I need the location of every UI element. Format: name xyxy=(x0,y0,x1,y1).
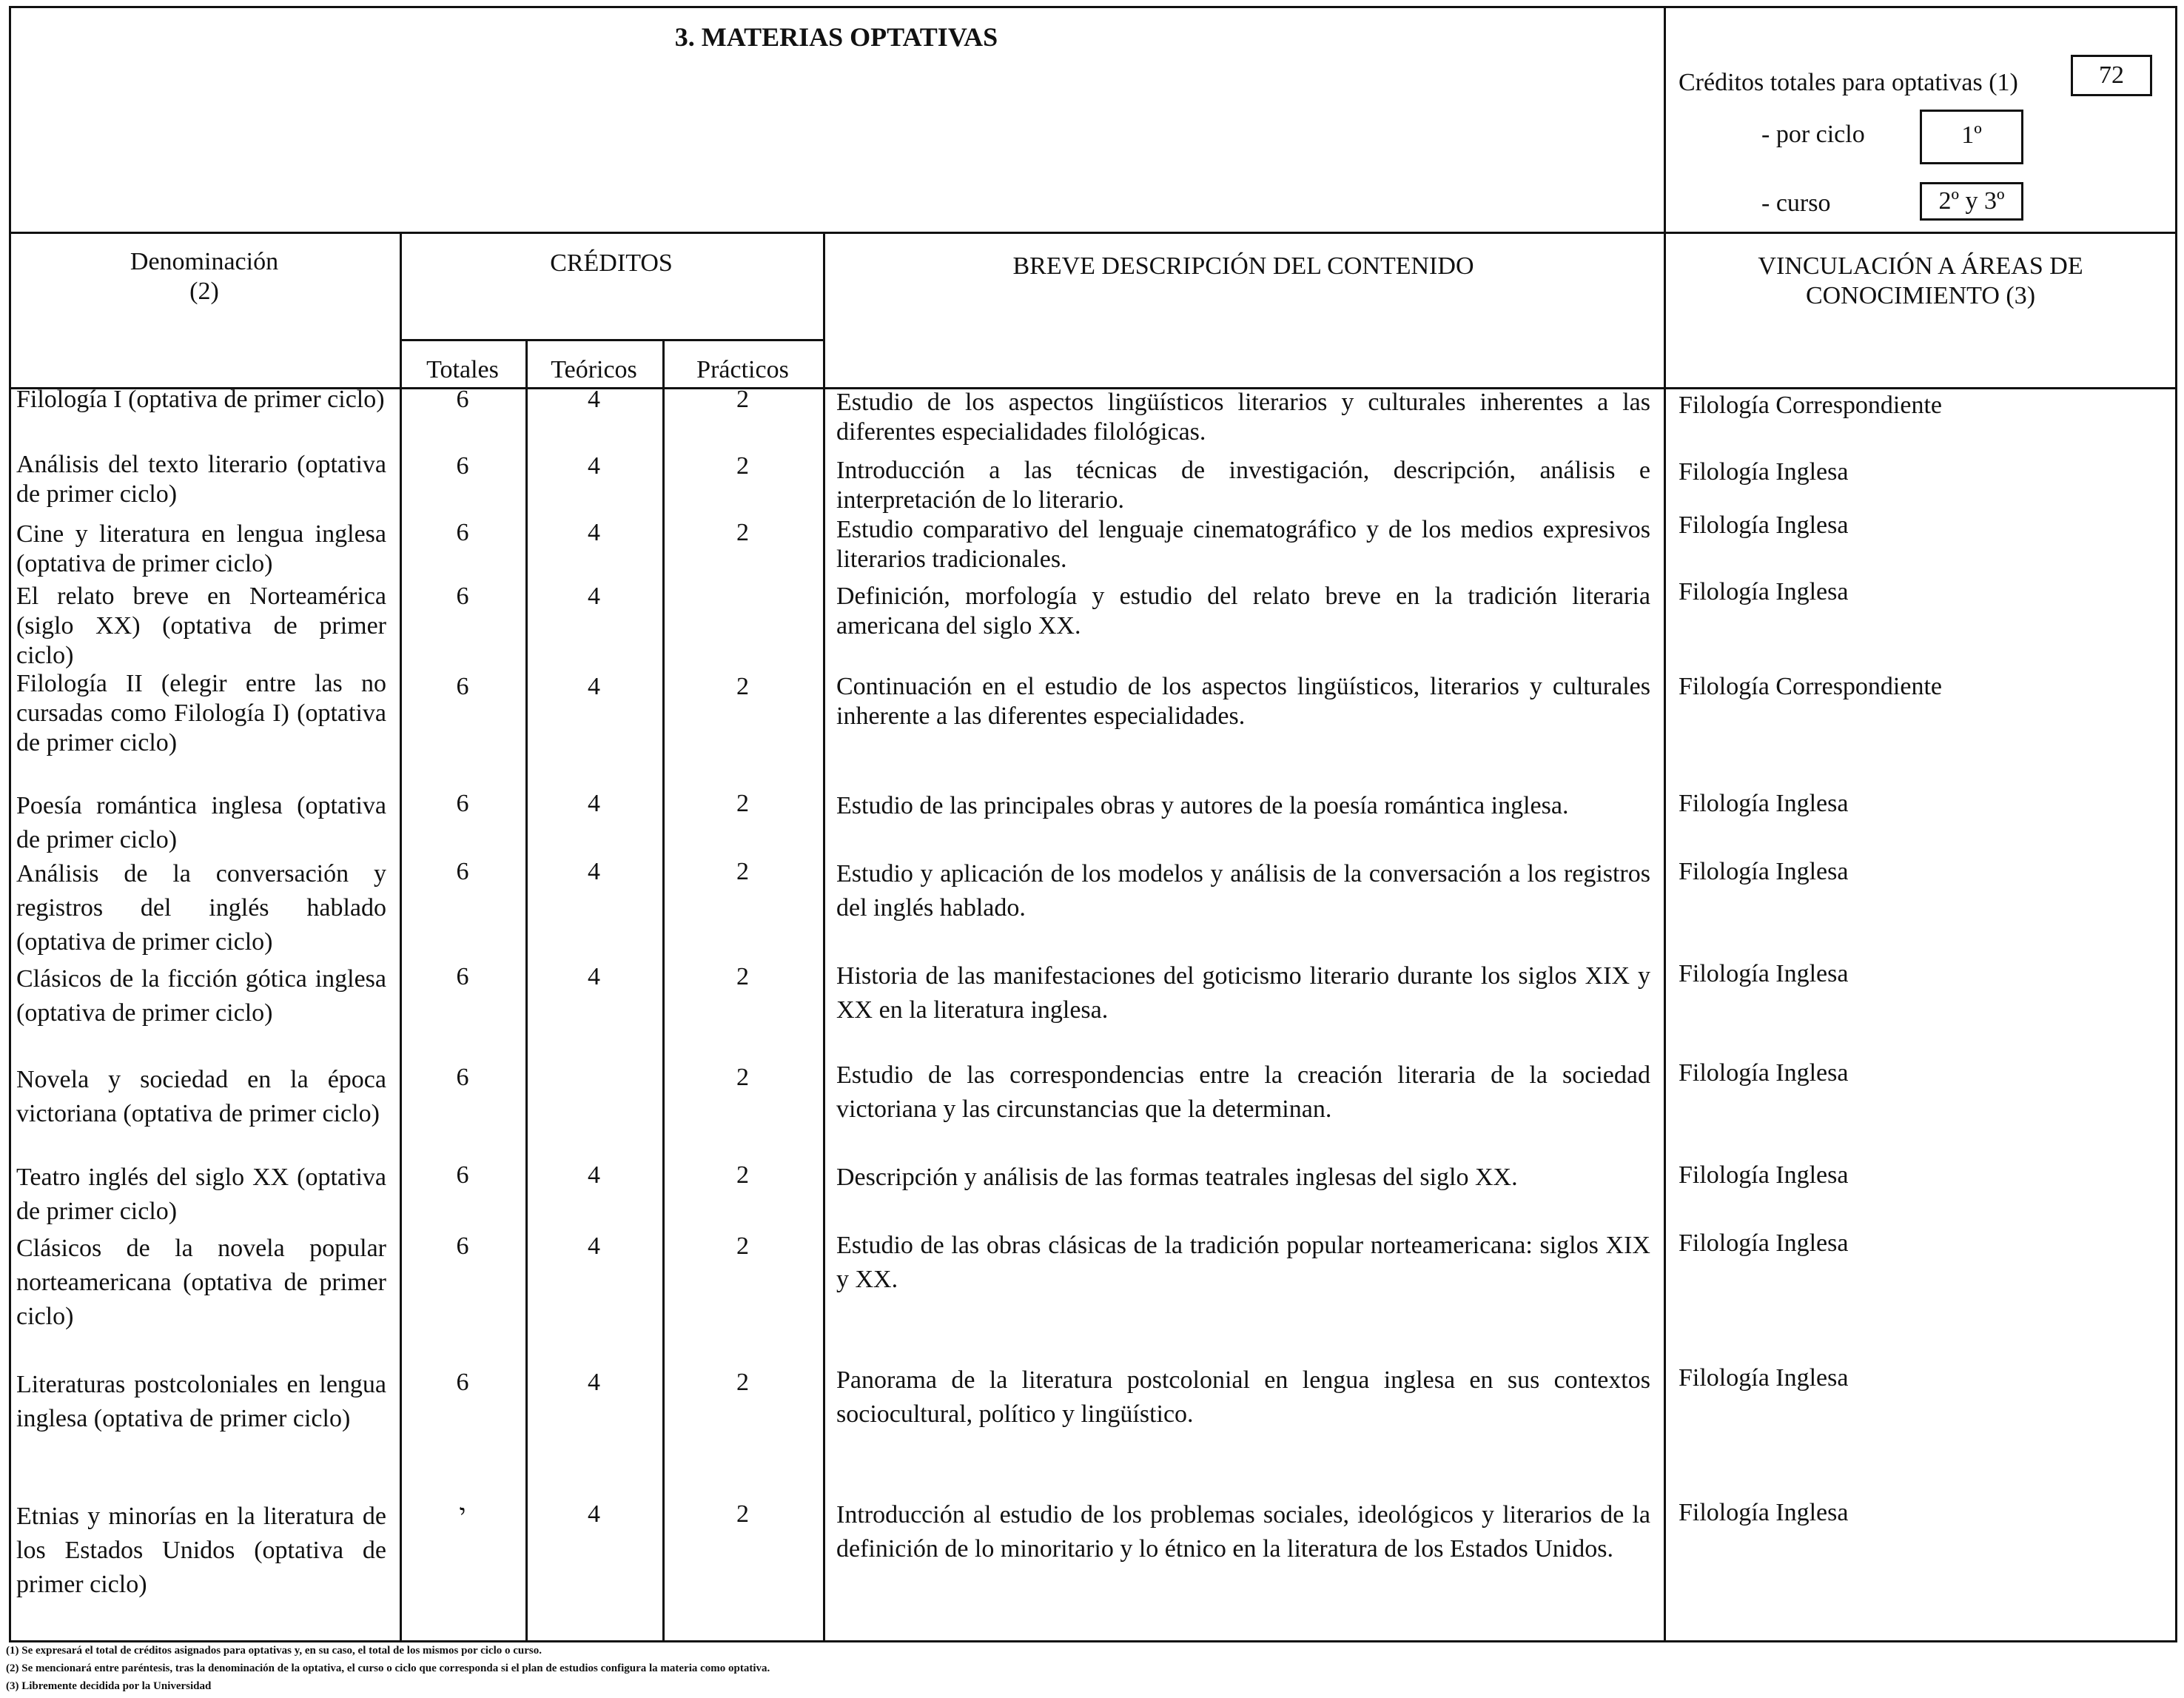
row-practicos: 2 xyxy=(736,452,749,480)
row-practicos: 2 xyxy=(736,519,749,546)
header-teoricos: Teóricos xyxy=(551,356,637,383)
header-divider xyxy=(1664,6,1666,234)
header-descripcion: BREVE DESCRIPCIÓN DEL CONTENIDO xyxy=(1012,252,1474,280)
row-denominacion: Teatro inglés del siglo XX (optativa de primer ciclo) xyxy=(16,1164,386,1225)
row-descripcion: Estudio de las correspondencias entre la creación literaria de la sociedad victoriana y las circunstancias que la determinan. xyxy=(836,1061,1650,1123)
row-area: Filología Inglesa xyxy=(1679,458,1849,486)
row-teoricos: 4 xyxy=(588,963,600,990)
row-area: Filología Correspondiente xyxy=(1679,673,1943,700)
row-denominacion: Clásicos de la ficción gótica inglesa (optativa de primer ciclo) xyxy=(16,965,386,1027)
row-totales: 6 xyxy=(456,452,469,480)
row-area: Filología Inglesa xyxy=(1679,578,1849,605)
row-descripcion: Historia de las manifestaciones del goticismo literario durante los siglos XIX y XX en la literatura inglesa. xyxy=(836,962,1650,1024)
row-denominacion: Etnias y minorías en la literatura de los Estados Unidos (optativa de primer ciclo) xyxy=(16,1503,386,1598)
header-denominacion-note: (2) xyxy=(189,278,219,305)
row-area: Filología Inglesa xyxy=(1679,1229,1849,1257)
row-descripcion: Introducción al estudio de los problemas sociales, ideológicos y literarios de la definición de lo minoritario y lo étnico en la literatura de los Estados Unidos. xyxy=(836,1501,1650,1563)
row-totales: 6 xyxy=(456,790,469,817)
row-denominacion: El relato breve en Norteamérica (siglo XX) (optativa de primer ciclo) xyxy=(16,583,386,669)
cycle-value: 1º xyxy=(1920,110,2023,164)
cycle-label: - por ciclo xyxy=(1761,121,1865,148)
row-denominacion: Filología II (elegir entre las no cursadas como Filología I) (optativa de primer ciclo) xyxy=(16,670,386,756)
header-denominacion xyxy=(9,247,400,306)
row-practicos: 2 xyxy=(736,386,749,413)
header-practicos: Prácticos xyxy=(696,356,789,383)
col-divider-4 xyxy=(823,232,825,1642)
row-teoricos: 4 xyxy=(588,1500,600,1528)
row-descripcion: Estudio de los aspectos lingüísticos literarios y culturales inherentes a las diferentes especialidades filológicas. xyxy=(836,389,1650,446)
row-denominacion: Análisis de la conversación y registros del inglés hablado (optativa de primer ciclo) xyxy=(16,860,386,956)
row-descripcion: Estudio de las principales obras y autores de la poesía romántica inglesa. xyxy=(836,792,1569,819)
row-teoricos: 4 xyxy=(588,790,600,817)
row-practicos: 2 xyxy=(736,1064,749,1091)
row-denominacion: Novela y sociedad en la época victoriana (optativa de primer ciclo) xyxy=(16,1066,386,1127)
row-area: Filología Correspondiente xyxy=(1679,392,1943,419)
row-area: Filología Inglesa xyxy=(1679,790,1849,817)
row-practicos: 2 xyxy=(736,963,749,990)
credits-sub-divider xyxy=(400,339,825,341)
row-descripcion: Definición, morfología y estudio del relato breve en la tradición literaria americana del siglo XX. xyxy=(836,583,1650,640)
credits-total-label: Créditos totales para optativas (1) xyxy=(1679,69,2018,96)
course-label: - curso xyxy=(1761,189,1831,217)
footnote-2: (2) Se mencionará entre paréntesis, tras la denominación de la optativa, el curso o ciclo que corresponda si el plan de estudios configura la materia como optativa. xyxy=(6,1662,770,1674)
row-totales: 6 xyxy=(456,673,469,700)
row-descripcion: Introducción a las técnicas de investigación, descripción, análisis e interpretación de lo literario. xyxy=(836,457,1650,514)
row-descripcion: Estudio de las obras clásicas de la tradición popular norteamericana: siglos XIX y XX. xyxy=(836,1232,1650,1293)
row-denominacion: Literaturas postcoloniales en lengua inglesa (optativa de primer ciclo) xyxy=(16,1371,386,1432)
row-practicos: 2 xyxy=(736,1161,749,1189)
header-creditos: CRÉDITOS xyxy=(550,249,673,277)
row-teoricos: 4 xyxy=(588,673,600,700)
footnote-3: (3) Libremente decidida por la Universidad xyxy=(6,1680,212,1692)
row-teoricos: 4 xyxy=(588,1369,600,1396)
row-practicos: 2 xyxy=(736,673,749,700)
row-denominacion: Cine y literatura en lengua inglesa (optativa de primer ciclo) xyxy=(16,520,386,577)
header-denominacion-label: Denominación xyxy=(130,248,279,275)
row-teoricos: 4 xyxy=(588,858,600,885)
row-teoricos: 4 xyxy=(588,1232,600,1260)
row-denominacion: Clásicos de la novela popular norteamericana (optativa de primer ciclo) xyxy=(16,1235,386,1330)
row-denominacion: Análisis del texto literario (optativa de primer ciclo) xyxy=(16,451,386,508)
course-value: 2º y 3º xyxy=(1920,182,2023,221)
row-teoricos: 4 xyxy=(588,1161,600,1189)
row-descripcion: Panorama de la literatura postcolonial en lengua inglesa en sus contextos sociocultural, político y lingüístico. xyxy=(836,1366,1650,1428)
row-totales: י xyxy=(459,1500,466,1528)
row-area: Filología Inglesa xyxy=(1679,511,1849,539)
row-totales: 6 xyxy=(456,583,469,610)
header-vinculacion-line-2: CONOCIMIENTO (3) xyxy=(1805,282,2036,309)
row-area: Filología Inglesa xyxy=(1679,960,1849,987)
row-teoricos: 4 xyxy=(588,519,600,546)
col-divider-1 xyxy=(400,232,402,1642)
row-descripcion: Descripción y análisis de las formas teatrales inglesas del siglo XX. xyxy=(836,1164,1518,1191)
row-teoricos: 4 xyxy=(588,583,600,610)
row-totales: 6 xyxy=(456,963,469,990)
header-totales: Totales xyxy=(426,356,499,383)
footnote-1: (1) Se expresará el total de créditos asignados para optativas y, en su caso, el total de los mismos por ciclo o curso. xyxy=(6,1645,542,1657)
row-totales: 6 xyxy=(456,519,469,546)
header-vinculacion-line-1: VINCULACIÓN A ÁREAS DE xyxy=(1758,252,2083,280)
row-teoricos: 4 xyxy=(588,386,600,413)
row-denominacion: Filología I (optativa de primer ciclo) xyxy=(16,386,385,413)
row-totales: 6 xyxy=(456,1369,469,1396)
row-totales: 6 xyxy=(456,1064,469,1091)
row-practicos: 2 xyxy=(736,858,749,885)
row-area: Filología Inglesa xyxy=(1679,1364,1849,1392)
row-area: Filología Inglesa xyxy=(1679,1059,1849,1087)
row-teoricos: 4 xyxy=(588,452,600,480)
row-denominacion: Poesía romántica inglesa (optativa de primer ciclo) xyxy=(16,792,386,853)
row-practicos: 2 xyxy=(736,1500,749,1528)
row-totales: 6 xyxy=(456,386,469,413)
row-area: Filología Inglesa xyxy=(1679,1499,1849,1526)
row-practicos: 2 xyxy=(736,790,749,817)
row-practicos: 2 xyxy=(736,1232,749,1260)
row-descripcion: Estudio y aplicación de los modelos y análisis de la conversación a los registros del inglés hablado. xyxy=(836,860,1650,922)
row-area: Filología Inglesa xyxy=(1679,1161,1849,1189)
row-practicos: 2 xyxy=(736,1369,749,1396)
row-descripcion: Continuación en el estudio de los aspectos lingüísticos, literarios y culturales inherente a las diferentes especialidades. xyxy=(836,673,1650,730)
row-totales: 6 xyxy=(456,1161,469,1189)
row-totales: 6 xyxy=(456,1232,469,1260)
header-vinculacion xyxy=(1664,252,2177,311)
credits-total-value: 72 xyxy=(2071,55,2152,96)
col-divider-5 xyxy=(1664,232,1666,1642)
row-totales: 6 xyxy=(456,858,469,885)
row-descripcion: Estudio comparativo del lenguaje cinematográfico y de los medios expresivos literarios tradicionales. xyxy=(836,516,1650,573)
section-title: 3. MATERIAS OPTATIVAS xyxy=(674,22,998,52)
row-area: Filología Inglesa xyxy=(1679,858,1849,885)
